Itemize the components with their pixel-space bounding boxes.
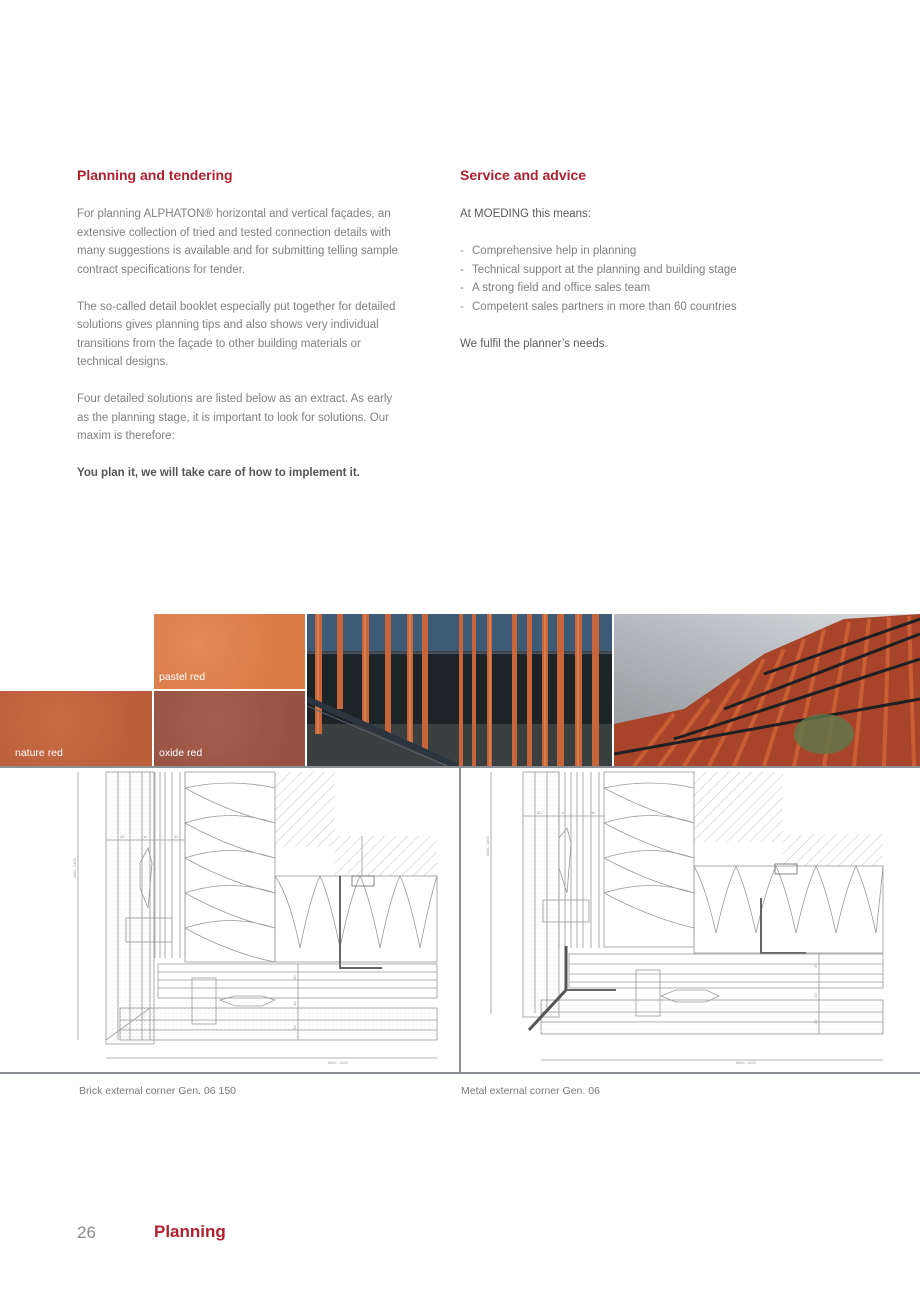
planning-tendering-section (77, 165, 407, 501)
dimension-label: MAX. 1492 (485, 836, 490, 856)
service-list (460, 242, 780, 316)
facade-photo-image (614, 614, 920, 766)
swatch-pastel-red (154, 614, 305, 689)
technical-drawing (0, 768, 459, 1072)
dimension-label: MAX. 1492 (736, 1060, 756, 1065)
caption-brick-corner: Brick external corner Gen. 06 150 (79, 1085, 236, 1097)
page-number: 26 (77, 1223, 96, 1242)
closing-text: We fulfil the planner’s needs. (460, 337, 608, 350)
facade-photo-vertical-louvres (307, 614, 612, 766)
section-heading: Planning and tendering (77, 167, 233, 183)
drawing-metal-external-corner (461, 768, 920, 1072)
caption-metal-corner: Metal external corner Gen. 06 (461, 1085, 600, 1097)
list-item: - Comprehensive help in planning (460, 242, 780, 261)
dimension-label: MAX. 1492 (72, 858, 77, 878)
list-item: - Competent sales partners in more than 60 countries (460, 298, 780, 317)
dimension-label: 30 (292, 975, 297, 980)
swatch-nature-red (0, 691, 152, 766)
paragraph: Four detailed solutions are listed below as an extract. As early as the planning stage, it is important to look for solutions. Our maxim is therefore: (77, 393, 393, 442)
dimension-label: 30 (813, 1019, 818, 1024)
service-advice-section (460, 165, 780, 372)
dimension-label: 30 (292, 1025, 297, 1030)
drawing-brick-external-corner (0, 768, 459, 1072)
paragraph: For planning ALPHATON® horizontal and vertical façades, an extensive collection of tried and tested connection details with many suggestions is available and for submitting telling sample contract specifications for tender. (77, 208, 398, 276)
dimension-label: 30 (591, 810, 596, 815)
dimension-label: 10 (292, 1001, 297, 1006)
section-title: Planning (154, 1222, 226, 1241)
swatch-label: nature red (15, 747, 63, 759)
dimension-label: 10 (813, 993, 818, 998)
section-heading: Service and advice (460, 167, 587, 183)
list-item: - Technical support at the planning and building stage (460, 261, 780, 280)
facade-photo-image (307, 614, 612, 766)
dimension-label: MAX. 1492 (328, 1060, 348, 1065)
maxim: You plan it, we will take care of how to implement it. (77, 467, 360, 479)
dimension-label: 30 (174, 834, 179, 839)
swatch-label: oxide red (159, 747, 203, 759)
intro-text: At MOEDING this means: (460, 208, 592, 220)
divider (0, 1072, 920, 1074)
paragraph: The so-called detail booklet especially put together for detailed solutions gives planning tips and also shows very individual transitions from the façade to other building materials or technical designs. (77, 300, 396, 368)
dimension-label: 10 (561, 810, 566, 815)
swatch-oxide-red (154, 691, 305, 766)
technical-drawing (461, 768, 920, 1072)
dimension-label: 30 (813, 963, 818, 968)
swatch-label: pastel red (159, 671, 206, 683)
dimension-label: 10 (143, 834, 148, 839)
dimension-label: 30 (537, 810, 542, 815)
list-item: - A strong field and office sales team (460, 279, 780, 298)
dimension-label: 30 (120, 834, 125, 839)
facade-photo-angled-lamellas (614, 614, 920, 766)
